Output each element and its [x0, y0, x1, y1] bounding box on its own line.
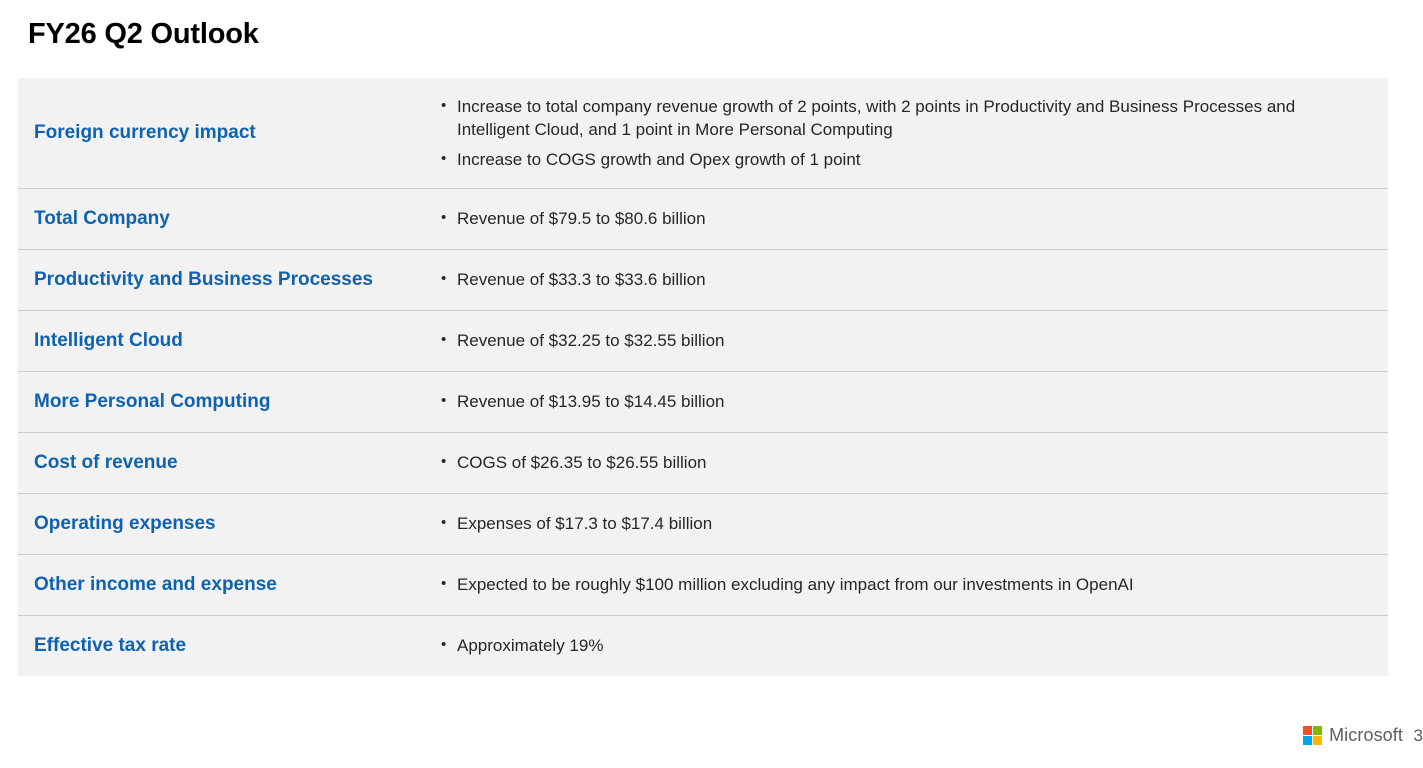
bullet-item: [441, 573, 1368, 596]
logo-square-yellow: [1313, 736, 1322, 745]
bullet-text: Expenses of $17.3 to $17.4 billion: [457, 514, 713, 534]
table-row: [18, 433, 1388, 494]
row-label: Effective tax rate: [34, 635, 187, 657]
bullet-item: [441, 268, 1368, 291]
bullet-text: Revenue of $32.25 to $32.55 billion: [457, 331, 725, 351]
microsoft-logo: [1303, 725, 1403, 746]
row-label-cell: [18, 250, 433, 310]
table-row: [18, 616, 1388, 676]
bullet-item: [441, 148, 1368, 171]
bullet-item: [441, 207, 1368, 230]
bullet-dot-icon: •: [441, 453, 447, 471]
table-row: [18, 372, 1388, 433]
bullet-dot-icon: •: [441, 209, 447, 227]
row-label-cell: [18, 189, 433, 249]
bullet-dot-icon: •: [441, 149, 447, 167]
table-row: [18, 311, 1388, 372]
row-label: Intelligent Cloud: [34, 330, 183, 352]
row-label: More Personal Computing: [34, 391, 271, 413]
row-label-cell: [18, 372, 433, 432]
page-title: FY26 Q2 Outlook: [28, 18, 259, 50]
row-content-cell: [433, 189, 1388, 249]
bullet-dot-icon: •: [441, 636, 447, 654]
row-label: Productivity and Business Processes: [34, 269, 373, 291]
bullet-text: Expected to be roughly $100 million excluding any impact from our investments in OpenAI: [457, 575, 1134, 595]
bullet-item: [441, 451, 1368, 474]
page-number: 3: [1413, 726, 1423, 745]
row-label: Cost of revenue: [34, 452, 178, 474]
row-label-cell: [18, 311, 433, 371]
bullet-text: Increase to total company revenue growth of 2 points, with 2 points in Productivity and Business Processes and Intelligent Cloud, and 1 point in More Personal Computing: [457, 96, 1296, 140]
row-label-cell: [18, 433, 433, 493]
bullet-dot-icon: •: [441, 392, 447, 410]
logo-square-blue: [1303, 736, 1312, 745]
row-label: Other income and expense: [34, 574, 277, 596]
bullet-text: Revenue of $33.3 to $33.6 billion: [457, 270, 706, 290]
bullet-item: [441, 390, 1368, 413]
bullet-item: [441, 512, 1368, 535]
outlook-table: [18, 78, 1388, 676]
table-row: [18, 189, 1388, 250]
table-row: [18, 250, 1388, 311]
bullet-dot-icon: •: [441, 575, 447, 593]
microsoft-logo-icon: [1303, 726, 1322, 745]
table-row: [18, 494, 1388, 555]
row-content-cell: [433, 433, 1388, 493]
row-label: Total Company: [34, 208, 170, 230]
logo-square-red: [1303, 726, 1312, 735]
row-content-cell: [433, 372, 1388, 432]
bullet-item: [441, 634, 1368, 657]
row-label: Foreign currency impact: [34, 122, 256, 144]
bullet-dot-icon: •: [441, 514, 447, 532]
row-label-cell: [18, 616, 433, 676]
row-content-cell: [433, 616, 1388, 676]
row-label-cell: [18, 494, 433, 554]
table-row: [18, 78, 1388, 189]
row-label-cell: [18, 555, 433, 615]
bullet-text: Increase to COGS growth and Opex growth of 1 point: [457, 149, 861, 169]
table-row: [18, 555, 1388, 616]
bullet-text: Approximately 19%: [457, 636, 604, 656]
bullet-dot-icon: •: [441, 331, 447, 349]
microsoft-wordmark: Microsoft: [1329, 725, 1403, 745]
bullet-dot-icon: •: [441, 96, 447, 114]
bullet-text: Revenue of $13.95 to $14.45 billion: [457, 392, 725, 412]
bullet-text: COGS of $26.35 to $26.55 billion: [457, 453, 707, 473]
logo-square-green: [1313, 726, 1322, 735]
bullet-dot-icon: •: [441, 270, 447, 288]
bullet-item: [441, 329, 1368, 352]
row-content-cell: [433, 311, 1388, 371]
bullet-text: Revenue of $79.5 to $80.6 billion: [457, 209, 706, 229]
row-content-cell: [433, 494, 1388, 554]
row-label-cell: [18, 78, 433, 188]
row-content-cell: [433, 78, 1388, 188]
row-label: Operating expenses: [34, 513, 216, 535]
bullet-item: [441, 95, 1368, 142]
row-content-cell: [433, 250, 1388, 310]
row-content-cell: [433, 555, 1388, 615]
